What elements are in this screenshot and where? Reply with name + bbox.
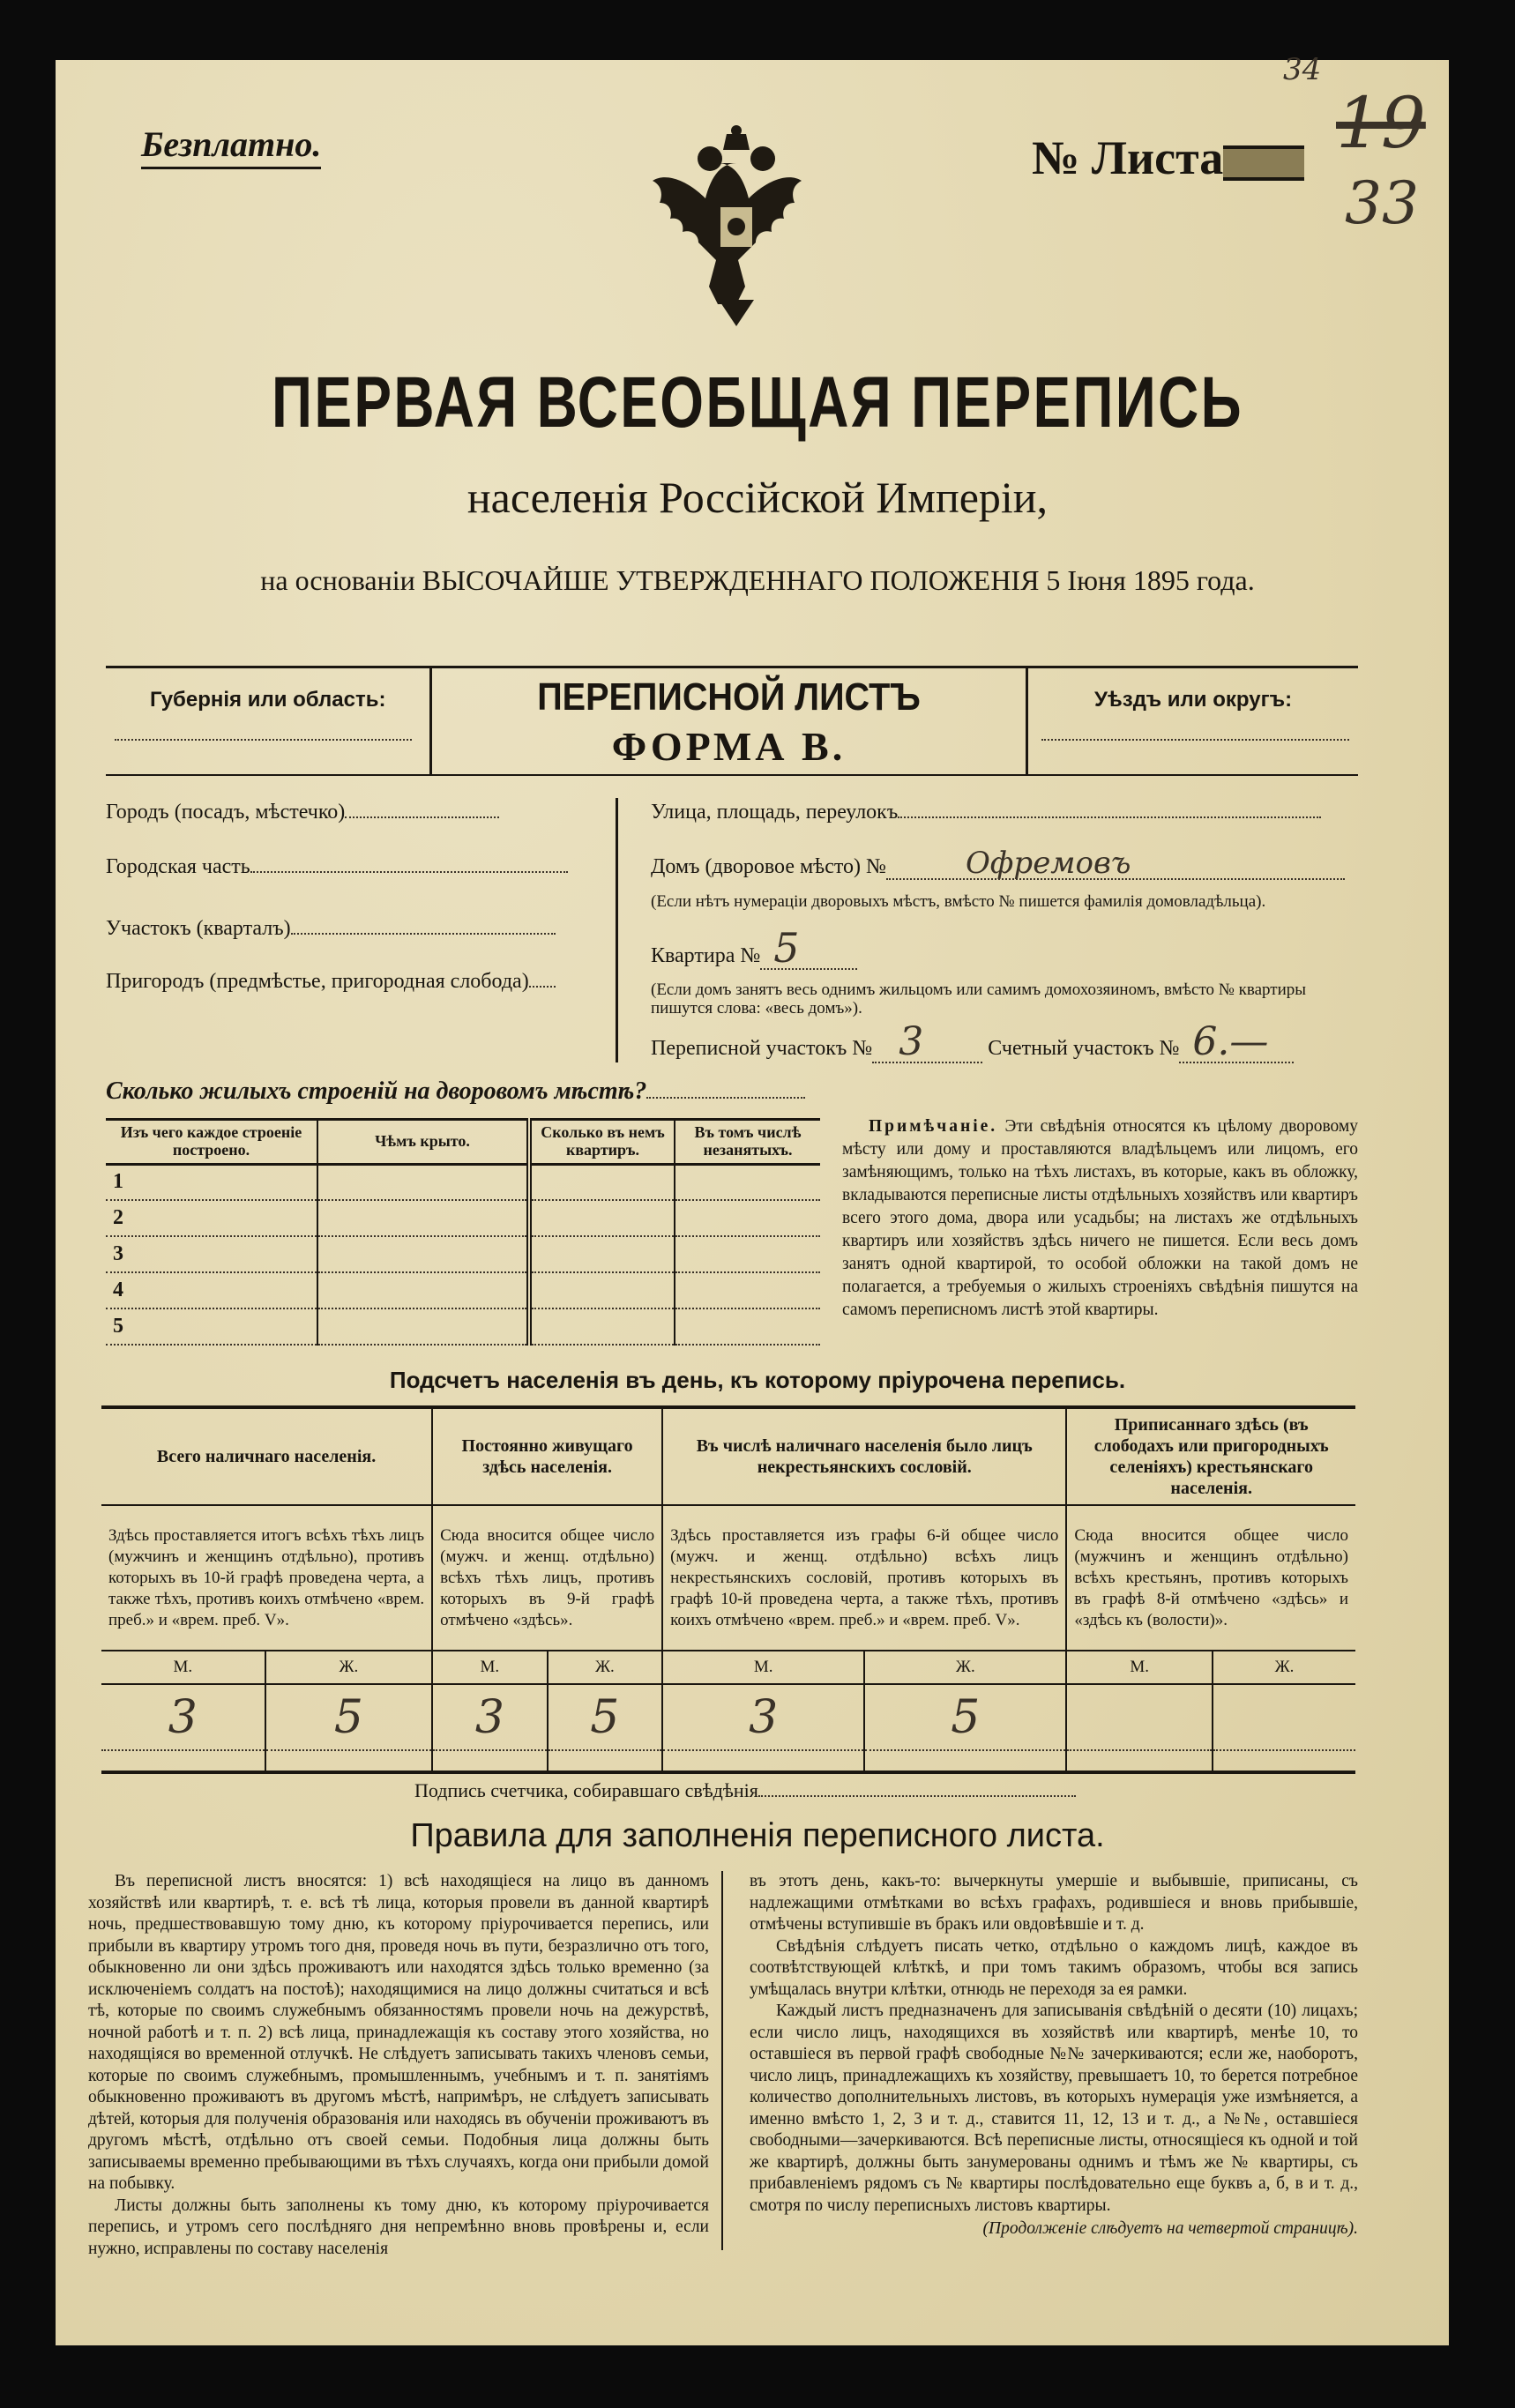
col-apartments: Сколько въ немъ квартиръ. — [529, 1120, 675, 1165]
cell[interactable] — [675, 1200, 820, 1236]
uezd-label: Уѣздъ или округъ: — [1094, 688, 1293, 712]
census-district-value[interactable]: 3 — [872, 1023, 982, 1063]
signature-line[interactable] — [758, 1795, 1076, 1797]
buildings-table — [106, 1118, 820, 1346]
house-field[interactable] — [651, 848, 1345, 880]
row-number: 2 — [106, 1200, 317, 1236]
col-peasant-desc: Сюда вносится общее число (мужчинъ и женщинъ отдѣльно) всѣхъ крестьянъ, противъ которыхъ въ графѣ 8-й отмѣчено «здѣсь» и «здѣсь къ (волости)». — [1066, 1505, 1355, 1651]
rules-left-column — [88, 1871, 723, 2258]
col-present-head: Всего наличнаго населенія. — [101, 1407, 432, 1505]
cell[interactable] — [529, 1164, 675, 1200]
cell[interactable] — [317, 1308, 529, 1345]
male-label: М. — [1066, 1651, 1213, 1684]
apartment-field[interactable] — [651, 924, 857, 972]
sheet-number-label: № Листа — [1032, 131, 1224, 184]
document-title: ПЕРВАЯ ВСЕОБЩАЯ ПЕРЕПИСЬ — [272, 362, 1243, 443]
rules-paragraph: въ этотъ день, какъ-то: вычеркнуты умершіе и выбывшіе, приписаны, съ надлежащими отмѣтками во всѣхъ графахъ, родившіеся и вновь прибывшіе, отмѣчены вступившіе въ бракъ или овдовѣвшіе и т. д. — [750, 1872, 1358, 1934]
present-male-value[interactable]: 3 — [101, 1684, 265, 1750]
spacer-cell — [432, 1750, 547, 1772]
house-label: Домъ (дворовое мѣсто) № — [651, 855, 886, 878]
col-roof: Чѣмъ крыто. — [317, 1120, 529, 1165]
uezd-field[interactable] — [1028, 668, 1358, 774]
suburb-input-line[interactable] — [529, 986, 556, 988]
row-number: 5 — [106, 1308, 317, 1345]
cell[interactable] — [317, 1272, 529, 1308]
district-label: Участокъ (кварталъ) — [106, 917, 291, 940]
street-input-line[interactable] — [898, 816, 1321, 818]
table-row — [106, 1272, 820, 1308]
col-peasant-head: Приписаннаго здѣсь (въ слободахъ или пригородныхъ селеніяхъ) крестьянскаго населенія. — [1066, 1407, 1355, 1505]
street-field[interactable] — [651, 801, 1321, 824]
gubernia-field[interactable] — [106, 668, 432, 774]
peasant-male-value[interactable] — [1066, 1684, 1213, 1750]
population-table — [101, 1405, 1355, 1774]
spacer-cell — [1213, 1750, 1355, 1772]
rules-paragraph: Листы должны быть заполнены къ тому дню, къ которому пріурочивается перепись, и утромъ сего послѣдняго дня непремѣнно вновь провѣрены и, если нужно, исправлены по составу населенія — [88, 2196, 709, 2258]
rules-right-column — [750, 1871, 1358, 2240]
suburb-field[interactable] — [106, 970, 600, 994]
spacer-cell — [864, 1750, 1066, 1772]
apartment-note: (Если домъ занятъ весь однимъ жильцомъ или самимъ домохозяиномъ, вмѣсто № квартиры пишутся слова: «весь домъ»). — [651, 980, 1307, 1018]
permanent-female-value[interactable]: 5 — [548, 1684, 662, 1750]
legal-basis: на основаніи ВЫСОЧАЙШЕ УТВЕРЖДЕННАГО ПОЛОЖЕНІЯ 5 Іюня 1895 года. — [260, 564, 1255, 596]
suburb-label: Пригородъ (предмѣстье, пригородная слобода) — [106, 970, 529, 993]
female-label: Ж. — [864, 1651, 1066, 1684]
handwritten-number-3: 33 — [1345, 169, 1419, 237]
spacer-cell — [548, 1750, 662, 1772]
rules-paragraph: Свѣдѣнія слѣдуетъ писать четко, отдѣльно о каждомъ лицѣ, каждое въ соотвѣтствующей клѣткѣ, и при томъ такимъ образомъ, чтобы вся запись умѣщалась внутри клѣтки, отнюдь не переходя за ея рамки. — [750, 1936, 1358, 1999]
cell[interactable] — [317, 1236, 529, 1272]
peasant-female-value[interactable] — [1213, 1684, 1355, 1750]
row-number: 4 — [106, 1272, 317, 1308]
rules-title: Правила для заполненія переписного листа. — [410, 1817, 1105, 1854]
form-title: ПЕРЕПИСНОЙ ЛИСТЪ — [537, 675, 921, 719]
continued-note: (Продолженіе слѣдуетъ на четвертой страницѣ). — [982, 2219, 1358, 2238]
gubernia-label: Губернія или область: — [150, 688, 386, 712]
rules-paragraph: Въ переписной листъ вносятся: 1) всѣ находящіеся на лицо въ данномъ хозяйствѣ или квартирѣ, т. е. всѣ тѣ лица, которыя провели въ данной квартирѣ ночь, предшествовавшую тому дню, къ которому пріурочивается перепись, или прибыли въ квартиру утромъ того дня, проведя ночь въ пути, безразлично отъ того, обыкновенно ли они здѣсь проживаютъ или находятся здѣсь только временно (за исключеніемъ солдатъ на постоѣ); находящимися на лицо должны считаться и всѣ тѣ, которые по своимъ служебнымъ обязанностямъ провели ночь на дежурствѣ, ночной работѣ и т. п. 2) всѣ лица, принадлежащія къ составу этого хозяйства, но находящіяся во временной отлучкѣ. Не слѣдуетъ записывать такихъ членовъ семьи, которые по своимъ служебнымъ, промышленнымъ, учебнымъ и т. п. занятіямъ обыкновенно проживаютъ въ другомъ мѣстѣ, напримѣръ, не слѣдуетъ записывать дѣтей, которыя для полученія образованія или находясь въ обученіи проживаютъ въ другомъ мѣстѣ, отдѣльно отъ своей семьи. Подобныя лица должны быть записываемы временно пребывающими въ тѣхъ случаяхъ, когда они прибыли домой на побывку. — [88, 1872, 709, 2193]
cell[interactable] — [317, 1164, 529, 1200]
cell[interactable] — [675, 1164, 820, 1200]
col-vacant: Въ томъ числѣ незанятыхъ. — [675, 1120, 820, 1165]
col-material: Изъ чего каждое строеніе построено. — [106, 1120, 317, 1165]
male-label: М. — [662, 1651, 864, 1684]
cell[interactable] — [317, 1200, 529, 1236]
buildings-question-text: Сколько жилыхъ строеній на дворовомъ мѣстѣ? — [106, 1077, 647, 1105]
female-label: Ж. — [1213, 1651, 1355, 1684]
apartment-label: Квартира № — [651, 944, 761, 967]
rules-paragraph: Каждый листъ предназначенъ для записыванія свѣдѣній о десяти (10) лицахъ; если число лицъ, находящихся въ хозяйствѣ или квартирѣ, менѣе 10, то оставшіеся въ первой графѣ свободные №№ зачеркиваются; если же, наоборотъ, число лицъ, принадлежащихъ къ хозяйству, превышаетъ 10, то берется потребное количество дополнительныхъ листовъ, въ которыхъ нумерація уже измѣняется, а именно вмѣсто 1, 2, 3 и т. д., ставится 11, 12, 13 и т. д., а №№, оставшіеся свободными—зачеркиваются. Всѣ переписные листы, относящіеся къ одной и той же квартирѣ, должны быть занумерованы однимъ и тѣмъ же № квартиры, съ прибавленіемъ рядомъ съ № квартиры послѣдовательно еще буквъ а, б, в и т. д., смотря по числу переписныхъ листовъ квартиры. — [750, 2002, 1358, 2215]
city-input-line[interactable] — [345, 816, 499, 818]
col-nonpeasant-desc: Здѣсь проставляется изъ графы 6-й общее число (мужч. и женщ. отдѣльно) всѣхъ лицъ некрестьянскихъ сословій, противъ которыхъ въ графѣ 10-й проведена черта, а также тѣхъ, противъ коихъ отмѣчено «врем. преб.» и «врем. преб. V». — [662, 1505, 1066, 1651]
count-district-label: Счетный участокъ № — [988, 1037, 1180, 1060]
apartment-value[interactable]: 5 — [760, 928, 857, 970]
female-label: Ж. — [265, 1651, 432, 1684]
spacer-cell — [265, 1750, 432, 1772]
house-note: (Если нѣтъ нумераціи дворовыхъ мѣстъ, вмѣсто № пишется фамилія домовладѣльца). — [651, 892, 1266, 911]
form-header — [106, 666, 1358, 776]
table-row — [106, 1164, 820, 1200]
address-divider — [616, 798, 618, 1062]
female-label: Ж. — [548, 1651, 662, 1684]
form-title-block — [432, 668, 1028, 774]
sheet-number — [1032, 130, 1304, 185]
enumerator-signature-field[interactable] — [414, 1779, 1076, 1802]
nonpeasant-female-value[interactable]: 5 — [864, 1684, 1066, 1750]
census-district-field[interactable] — [651, 1019, 1294, 1064]
present-female-value[interactable]: 5 — [265, 1684, 432, 1750]
spacer-cell — [662, 1750, 864, 1772]
cell[interactable] — [529, 1308, 675, 1345]
col-nonpeasant-head: Въ числѣ наличнаго населенія было лицъ некрестьянскихъ сословій. — [662, 1407, 1066, 1505]
city-field[interactable] — [106, 801, 591, 824]
cell[interactable] — [675, 1308, 820, 1345]
document-subtitle: населенія Россійской Имперіи, — [466, 473, 1049, 522]
district-input-line[interactable] — [291, 933, 556, 935]
note-label: Примѣчаніе. — [869, 1117, 998, 1136]
double-headed-eagle-emblem-icon — [639, 123, 833, 335]
buildings-question-line[interactable] — [646, 1097, 805, 1099]
spacer-cell — [1066, 1750, 1213, 1772]
cell[interactable] — [529, 1200, 675, 1236]
city-part-field[interactable] — [106, 855, 591, 879]
population-count-title: Подсчетъ населенія въ день, къ которому пріурочена перепись. — [389, 1367, 1126, 1393]
col-permanent-desc: Сюда вносится общее число (мужч. и женщ. отдѣльно) всѣхъ тѣхъ лицъ, противъ которыхъ въ 9-й графѣ отмѣчено «здѣсь». — [432, 1505, 662, 1651]
form-type: ФОРМА В. — [611, 724, 847, 769]
street-label: Улица, площадь, переулокъ — [651, 801, 899, 824]
city-part-label: Городская часть — [106, 855, 250, 878]
spacer-cell — [101, 1750, 265, 1772]
table-row — [106, 1236, 820, 1272]
handwritten-number-1: 34 — [1283, 52, 1322, 87]
table-row — [106, 1308, 820, 1345]
col-permanent-head: Постоянно живущаго здѣсь населенія. — [432, 1407, 662, 1505]
nonpeasant-male-value[interactable]: 3 — [662, 1684, 864, 1750]
cell[interactable] — [675, 1236, 820, 1272]
buildings-note — [842, 1115, 1358, 1322]
table-row — [106, 1200, 820, 1236]
male-label: М. — [432, 1651, 547, 1684]
sheet-number-box — [1223, 145, 1304, 181]
count-district-value[interactable]: 6.— — [1179, 1023, 1294, 1063]
buildings-question — [106, 1077, 805, 1106]
row-number: 3 — [106, 1236, 317, 1272]
cell[interactable] — [675, 1272, 820, 1308]
city-part-input-line[interactable] — [250, 871, 568, 873]
permanent-male-value[interactable]: 3 — [432, 1684, 547, 1750]
district-field[interactable] — [106, 917, 591, 941]
city-label: Городъ (посадъ, мѣстечко) — [106, 801, 346, 824]
cell[interactable] — [529, 1272, 675, 1308]
free-of-charge-label: Безплатно. — [141, 123, 321, 169]
note-text: Эти свѣдѣнія относятся къ цѣлому дворовому мѣсту или дому и проставляются владѣльцемъ или лицомъ, его замѣняющимъ, только на тѣхъ листахъ, въ которые, какъ въ обложку, вкладываются переписные листы отдѣльныхъ хозяйствъ или квартиръ всего этого дома, двора или усадьбы; на листахъ же отдѣльныхъ квартиръ или хозяйствъ здѣсь ничего не пишется. Если весь домъ занятъ одной квартирой, то особой обложки на такой домъ не полагается, а требуемыя о жилыхъ строеніяхъ свѣдѣнія пишутся на самомъ переписномъ листѣ этой квартиры. — [842, 1117, 1359, 1319]
signature-label: Подпись счетчика, собиравшаго свѣдѣнія — [414, 1779, 758, 1801]
col-present-desc: Здѣсь проставляется итогъ всѣхъ тѣхъ лицъ (мужчинъ и женщинъ отдѣльно), противъ которыхъ въ 10-й графѣ проведена черта, а также тѣхъ, противъ коихъ отмѣчено «врем. преб.» и «врем. преб. V». — [101, 1505, 432, 1651]
handwritten-number-2: 19 — [1336, 82, 1426, 164]
census-district-label: Переписной участокъ № — [651, 1037, 873, 1060]
row-number: 1 — [106, 1164, 317, 1200]
house-value[interactable]: Офремовъ — [886, 848, 1345, 880]
cell[interactable] — [529, 1236, 675, 1272]
male-label: М. — [101, 1651, 265, 1684]
